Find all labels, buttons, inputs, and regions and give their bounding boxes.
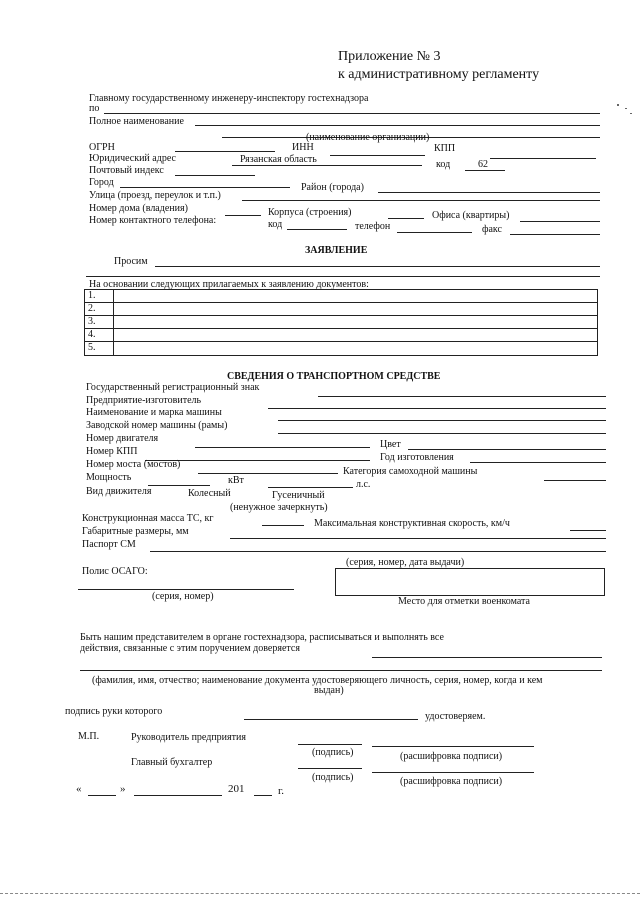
scan-edge-line [0,893,640,894]
date-quote-close: » [120,783,126,795]
phone-code-label: код [268,219,283,230]
hp-unit: л.с. [356,479,371,490]
engine-field[interactable] [195,447,370,448]
serial-label: Заводской номер машины (рамы) [86,420,228,431]
accountant-decode-field[interactable] [372,772,534,773]
document-row-1[interactable]: 1. [88,290,96,301]
dimensions-field[interactable] [230,538,606,539]
city-label: Город [89,177,114,188]
drive-wheeled[interactable]: Колесный [188,488,231,499]
documents-row-sep [84,302,597,303]
color-label: Цвет [380,439,401,450]
mass-field[interactable] [262,525,304,526]
year-field[interactable] [470,462,606,463]
documents-row-sep [84,328,597,329]
legal-address-label: Юридический адрес [89,153,176,164]
head-label: Руководитель предприятия [131,732,246,743]
representative-line1: Быть нашим представителем в органе гостехнадзора, расписываться и выполнять все [80,632,444,643]
military-mark-label: Место для отметки военкомата [398,596,530,607]
region-value: Рязанская область [240,154,317,165]
category-field[interactable] [544,480,606,481]
axle-label: Номер моста (мостов) [86,459,181,470]
phone-label: Номер контактного телефона: [89,215,217,226]
docs-header: На основании следующих прилагаемых к заявлению документов: [89,279,369,290]
accountant-label: Главный бухгалтер [131,757,213,768]
vehicle-title: СВЕДЕНИЯ О ТРАНСПОРТНОМ СРЕДСТВЕ [227,371,441,382]
representative-field2[interactable] [80,670,602,671]
addressee-line: Главному государственному инженеру-инспектору гостехнадзора [89,93,369,104]
building-field[interactable] [388,218,424,219]
power-kw-field[interactable] [148,485,210,486]
certify-label: удостоверяем. [425,711,486,722]
osago-hint: (серия, номер) [152,591,214,602]
postal-label: Почтовый индекс [89,165,164,176]
drive-label: Вид движителя [86,486,152,497]
date-year-prefix: 201 [228,783,245,795]
full-name-line1[interactable] [195,125,600,126]
house-label: Номер дома (владения) [89,203,188,214]
appendix-number: Приложение № 3 [338,49,441,64]
document-row-4[interactable]: 4. [88,329,96,340]
inn-field[interactable] [330,155,425,156]
dimensions-label: Габаритные размеры, мм [82,526,189,537]
year-label: Год изготовления [380,452,454,463]
head-signature-field[interactable] [298,744,362,745]
addressee-po: по [89,103,100,114]
ogrn-field[interactable] [175,151,275,152]
color-field[interactable] [408,449,606,450]
max-speed-label: Максимальная конструктивная скорость, км/ч [314,518,510,529]
cross-out-hint: (ненужное зачеркнуть) [230,502,328,513]
head-decode-field[interactable] [372,746,534,747]
document-row-5[interactable]: 5. [88,342,96,353]
mass-label: Конструкционная масса ТС, кг [82,513,214,524]
head-sign-hint: (подпись) [312,747,354,758]
osago-label: Полис ОСАГО: [82,566,148,577]
kpp-field[interactable] [490,158,596,159]
district-label: Район (города) [301,182,364,193]
application-title: ЗАЯВЛЕНИЕ [305,245,368,256]
scan-speck [630,113,632,114]
drive-tracked[interactable]: Гусеничный [272,490,325,501]
signature-sample-field[interactable] [244,719,418,720]
office-field[interactable] [520,221,600,222]
manufacturer-label: Предприятие-изготовитель [86,395,202,406]
name-brand-field[interactable] [278,420,606,421]
postal-field[interactable] [175,175,255,176]
code-field[interactable] [465,170,505,171]
appendix-regulation: к административному регламенту [338,67,540,82]
legal-address-field[interactable] [232,165,422,166]
request-label: Просим [114,256,148,267]
manufacturer-field[interactable] [268,408,606,409]
representative-field1[interactable] [372,657,602,658]
documents-row-sep [84,315,597,316]
stamp-place-label: М.П. [78,731,100,742]
phone-number-label: телефон [355,221,391,232]
street-field[interactable] [242,200,600,201]
representative-line2: действия, связанные с этим поручением доверяется [80,643,300,654]
code-label: код [436,159,451,170]
documents-table-divider [113,290,114,355]
house-field[interactable] [225,215,261,216]
accountant-signature-field[interactable] [298,768,362,769]
engine-label: Номер двигателя [86,433,159,444]
name-brand-label: Наименование и марка машины [86,407,222,418]
representative-hint2: выдан) [314,685,344,696]
documents-row-sep [84,341,597,342]
scan-speck [617,104,619,106]
date-year-suffix: г. [278,785,285,797]
passport-field[interactable] [150,551,606,552]
phone-code-field[interactable] [287,229,347,230]
document-row-3[interactable]: 3. [88,316,96,327]
street-label: Улица (проезд, переулок и т.п.) [89,190,221,201]
inn-label: ИНН [292,142,314,153]
document-row-2[interactable]: 2. [88,303,96,314]
passport-label: Паспорт СМ [82,539,136,550]
phone-number-field[interactable] [397,232,472,233]
gearbox-label: Номер КПП [86,446,138,457]
fax-field[interactable] [510,234,600,235]
org-name-hint: (наименование организации) [306,132,430,143]
head-decode-hint: (расшифровка подписи) [400,751,503,762]
osago-field[interactable] [78,589,294,590]
request-line1[interactable] [155,266,600,267]
signature-of-label: подпись руки которого [65,706,163,717]
axle-field[interactable] [198,473,338,474]
accountant-decode-hint: (расшифровка подписи) [400,776,503,787]
ogrn-label: ОГРН [89,142,115,153]
power-hp-field[interactable] [268,487,353,488]
po-line[interactable] [104,113,600,114]
power-label: Мощность [86,472,132,483]
city-field[interactable] [120,187,290,188]
office-label: Офиса (квартиры) [432,210,510,221]
building-label: Корпуса (строения) [268,207,352,218]
kw-unit: кВт [228,475,244,486]
category-label: Категория самоходной машины [343,466,478,477]
passport-hint: (серия, номер, дата выдачи) [346,557,465,568]
district-field[interactable] [378,192,600,193]
accountant-sign-hint: (подпись) [312,772,354,783]
representative-hint1: (фамилия, имя, отчество; наименование документа удостоверяющего личность, серия, номер, когда и кем [92,675,543,686]
scan-speck [625,108,627,109]
full-name-label: Полное наименование [89,116,184,127]
military-mark-box[interactable] [335,568,605,596]
date-month-field[interactable] [134,795,222,796]
fax-label: факс [482,224,502,235]
date-quote-open: « [76,783,82,795]
serial-field[interactable] [278,433,606,434]
max-speed-field[interactable] [570,530,606,531]
request-line2[interactable] [86,276,600,277]
documents-table [84,289,598,356]
date-day-field[interactable] [88,795,116,796]
kpp-label: КПП [434,143,456,154]
date-year-field[interactable] [254,795,272,796]
reg-sign-field[interactable] [318,396,606,397]
reg-sign-label: Государственный регистрационный знак [86,382,260,393]
code-value: 62 [478,159,488,170]
